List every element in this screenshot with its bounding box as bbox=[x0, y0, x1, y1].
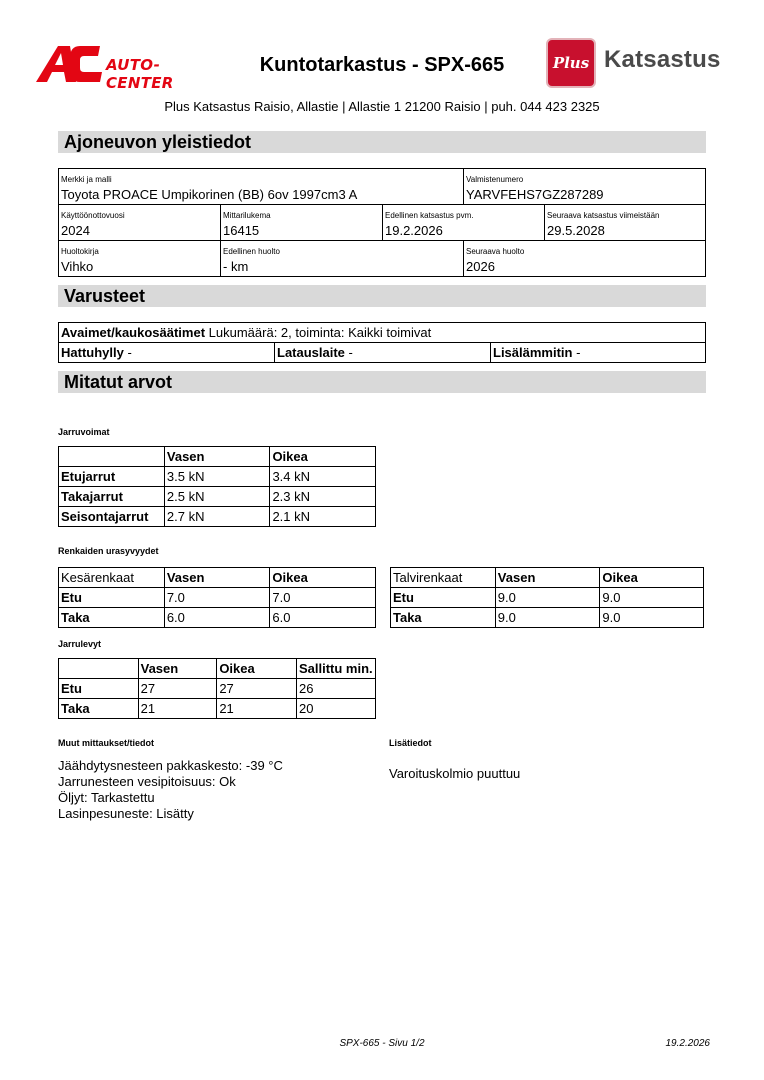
list-item: Öljyt: Tarkastettu bbox=[58, 790, 155, 805]
next-service-cell: Seuraava huolto 2026 bbox=[466, 247, 525, 274]
extra-info-text: Varoituskolmio puuttuu bbox=[389, 766, 521, 781]
winter-tires-table bbox=[390, 567, 704, 628]
table-row: Seisontajarrut 2.7 kN 2.1 kN bbox=[59, 507, 376, 527]
document-title: Kuntotarkastus - SPX-665 bbox=[259, 54, 505, 76]
table-row: Taka 21 21 20 bbox=[59, 699, 376, 719]
info-row-2 bbox=[59, 204, 705, 240]
other-measurements-list bbox=[58, 758, 378, 822]
make-model-cell: Merkki ja malli Toyota PROACE Umpikorinen (BB) 6ov 1997cm3 A bbox=[59, 169, 464, 204]
hat-shelf-cell: Hattuhylly - bbox=[59, 343, 275, 362]
make-model-value: Toyota PROACE Umpikorinen (BB) 6ov 1997cm3 A bbox=[61, 187, 358, 202]
section-equipment: Varusteet bbox=[58, 285, 706, 307]
tire-depths-label: Renkaiden urasyvyydet bbox=[58, 546, 159, 556]
table-row: Etujarrut 3.5 kN 3.4 kN bbox=[59, 467, 376, 487]
summer-tires-table bbox=[58, 567, 376, 628]
info-row-3 bbox=[59, 240, 705, 276]
footer-page-number: SPX-665 - Sivu 1/2 bbox=[339, 1038, 425, 1049]
brake-forces-table bbox=[58, 446, 376, 527]
table-row: Taka 6.0 6.0 bbox=[59, 608, 376, 628]
last-inspection-value: 19.2.2026 bbox=[385, 223, 443, 238]
brake-discs-table bbox=[58, 658, 376, 719]
list-item: Jarrunesteen vesipitoisuus: Ok bbox=[58, 774, 236, 789]
last-inspection-cell: Edellinen katsastus pvm. 19.2.2026 bbox=[383, 205, 545, 240]
equipment-grid bbox=[58, 322, 706, 363]
vin-value: YARVFEHS7GZ287289 bbox=[466, 187, 604, 202]
plus-badge-icon: Plus bbox=[546, 38, 596, 88]
table-header-row: Kesärenkaat Vasen Oikea bbox=[59, 568, 376, 588]
station-contact-line: Plus Katsastus Raisio, Allastie | Allastie 1 21200 Raisio | puh. 044 423 2325 bbox=[164, 99, 600, 114]
footer-date: 19.2.2026 bbox=[665, 1038, 710, 1049]
odometer-value: 16415 bbox=[223, 223, 260, 238]
table-row: Taka 9.0 9.0 bbox=[391, 608, 704, 628]
service-book-value: Vihko bbox=[61, 259, 94, 274]
table-header-row: Talvirenkaat Vasen Oikea bbox=[391, 568, 704, 588]
table-row: Etu 27 27 26 bbox=[59, 679, 376, 699]
equipment-row-keys bbox=[59, 322, 705, 342]
table-header-row: Vasen Oikea bbox=[59, 447, 376, 467]
last-service-cell: Edellinen huolto - km bbox=[221, 241, 464, 276]
odometer-cell: Mittarilukema 16415 bbox=[221, 205, 383, 240]
keys-cell: Avaimet/kaukosäätimet Lukumäärä: 2, toiminta: Kaikki toimivat bbox=[61, 325, 432, 340]
info-row-1 bbox=[59, 168, 705, 204]
table-row: Etu 9.0 9.0 bbox=[391, 588, 704, 608]
auto-center-logo-text: AUTO-CENTER bbox=[106, 56, 174, 92]
next-service-value: 2026 bbox=[466, 259, 495, 274]
brake-forces-label: Jarruvoimat bbox=[58, 427, 110, 437]
plus-katsastus-logo bbox=[546, 38, 728, 88]
equipment-row-accessories bbox=[59, 342, 705, 362]
section-measurements: Mitatut arvot bbox=[58, 371, 706, 393]
other-measurements-label: Muut mittaukset/tiedot bbox=[58, 738, 154, 748]
section-vehicle-info: Ajoneuvon yleistiedot bbox=[58, 131, 706, 153]
extra-info-label: Lisätiedot bbox=[389, 738, 432, 748]
first-use-cell: Käyttöönottovuosi 2024 bbox=[59, 205, 221, 240]
katsastus-logo-text: Katsastus bbox=[604, 46, 721, 73]
vin-cell: Valmistenumero YARVFEHS7GZ287289 bbox=[466, 175, 604, 202]
list-item: Jäähdytysnesteen pakkaskesto: -39 °C bbox=[58, 758, 283, 773]
vehicle-info-grid bbox=[58, 168, 706, 277]
next-inspection-cell: Seuraava katsastus viimeistään 29.5.2028 bbox=[547, 211, 660, 238]
keys-value: Lukumäärä: 2, toiminta: Kaikki toimivat bbox=[208, 325, 432, 340]
last-service-value: - km bbox=[223, 259, 249, 274]
next-inspection-value: 29.5.2028 bbox=[547, 223, 605, 238]
service-book-cell: Huoltokirja Vihko bbox=[59, 241, 221, 276]
table-row: Takajarrut 2.5 kN 2.3 kN bbox=[59, 487, 376, 507]
table-header-row: Vasen Oikea Sallittu min. bbox=[59, 659, 376, 679]
charger-cell: Latauslaite - bbox=[275, 343, 491, 362]
brake-discs-label: Jarrulevyt bbox=[58, 639, 102, 649]
table-row: Etu 7.0 7.0 bbox=[59, 588, 376, 608]
list-item: Lasinpesuneste: Lisätty bbox=[58, 806, 194, 821]
first-use-value: 2024 bbox=[61, 223, 90, 238]
heater-cell: Lisälämmitin - bbox=[493, 345, 581, 360]
